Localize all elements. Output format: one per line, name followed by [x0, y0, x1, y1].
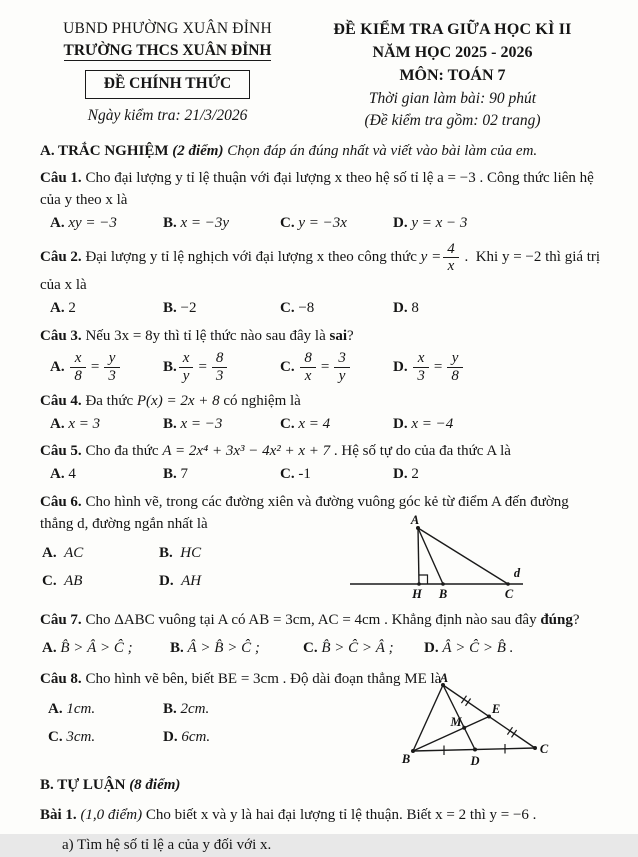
b1-points: (1,0 điểm): [80, 807, 143, 824]
q6-text: Câu 6. Cho hình vẽ, trong các đường xiên và đường vuông góc kẻ từ điểm A đến đường: [40, 493, 569, 510]
b1-item-a: a) Tìm hệ số tỉ lệ a của y đối với x.: [62, 836, 272, 853]
q6-option-c: C. AB: [42, 573, 83, 590]
subject: MÔN: TOÁN 7: [399, 67, 506, 85]
q4-text: Câu 4. Đa thức P(x) = 2x + 8 có nghiệm là: [40, 392, 301, 409]
q5-option-b: B. 7: [163, 466, 189, 483]
q8-option-a: A. 1cm.: [48, 701, 96, 718]
q8-option-b: B. 2cm.: [163, 701, 210, 718]
q8-fig-label-e: E: [491, 702, 501, 717]
q8-options: [40, 693, 290, 749]
q7-option-d: D. Â > Ĉ > B̂ .: [424, 639, 514, 656]
q6-fig-label-d: d: [513, 565, 521, 580]
q3-label: Câu 3.: [40, 327, 82, 344]
q5-label: Câu 5.: [40, 443, 82, 460]
q1-option-b: B. x = −3y: [163, 214, 230, 231]
q3-option-a: A. $\frac{x}{8}$ = $\frac{y}{3}$: [50, 350, 163, 385]
q7-label: Câu 7.: [40, 611, 82, 628]
q6-text-line2: thẳng d, đường ngắn nhất là: [40, 515, 208, 532]
q6-figure: [345, 514, 545, 612]
section-a-points: (2 điểm): [172, 142, 224, 159]
section-b-points: (8 điểm): [129, 777, 181, 794]
section-b-title: B. TỰ LUẬN: [40, 777, 126, 794]
q6-options: [40, 537, 290, 593]
q4-option-c: C. x = 4: [280, 415, 331, 432]
official-exam-box: ĐỀ CHÍNH THỨC: [85, 70, 250, 99]
school-name: TRƯỜNG THCS XUÂN ĐỈNH: [63, 42, 272, 60]
q6-option-d: D. AH: [159, 573, 202, 590]
q2-option-a: A. 2: [50, 299, 76, 316]
question-2: [40, 241, 610, 320]
q3-options: [40, 350, 610, 385]
q1-text: Câu 1. Cho đại lượng y tỉ lệ thuận với đại lượng x theo hệ số tỉ lệ a = −3 . Công thức liên hệ: [40, 170, 594, 187]
header-right: [295, 18, 610, 133]
org-name: UBND PHƯỜNG XUÂN ĐỈNH: [63, 20, 272, 37]
question-5: [40, 441, 610, 486]
q7-option-c: C. B̂ > Ĉ > Â ;: [303, 639, 394, 656]
q1-option-c: C. y = −3x: [280, 214, 347, 231]
q8-figure: [400, 671, 552, 787]
q8-text: Câu 8. Cho hình vẽ bên, biết BE = 3cm . Độ dài đoạn thẳng ME là: [40, 671, 442, 688]
question-4: [40, 391, 610, 436]
exam-title: ĐỀ KIỂM TRA GIỮA HỌC KÌ II: [333, 21, 572, 38]
q2-option-d: D. 8: [393, 299, 419, 316]
q3-option-b: B. $\frac{x}{y}$ = $\frac{8}{3}$: [163, 350, 280, 385]
section-a-instruction: Chọn đáp án đúng nhất và viết vào bài làm của em.: [227, 142, 538, 159]
question-7: [40, 610, 610, 660]
q2-fraction: $\frac{4}{x}$: [443, 241, 459, 276]
q5-options: [40, 464, 610, 486]
q3-option-d: D. $\frac{x}{3}$ = $\frac{y}{8}$: [393, 350, 610, 385]
q5-option-d: D. 2: [393, 466, 419, 483]
exam-date: Ngày kiểm tra: 21/3/2026: [87, 107, 248, 125]
q5-option-a: A. 4: [50, 466, 76, 483]
question-1: [40, 168, 610, 234]
q3-option-c: C. $\frac{8}{x}$ = $\frac{3}{y}$: [280, 350, 393, 385]
official-exam-box-wrap: [40, 63, 295, 99]
section-a-heading: [40, 141, 610, 163]
section-a-title: A. TRẮC NGHIỆM: [40, 142, 169, 159]
page-count-note: (Đề kiểm tra gồm: 02 trang): [364, 112, 541, 130]
q8-label: Câu 8.: [40, 671, 82, 688]
q5-text: Câu 5. Cho đa thức A = 2x⁴ + 3x³ − 4x² + x + 7 . Hệ số tự do của đa thức A là: [40, 443, 511, 460]
q1-option-d: D. y = x − 3: [393, 214, 468, 231]
q5-option-c: C. -1: [280, 466, 311, 483]
q2-option-c: C. −8: [280, 299, 315, 316]
q8-fig-label-m: M: [450, 715, 462, 730]
q7-text: Câu 7. Cho ΔABC vuông tại A có AB = 3cm, AC = 4cm . Khẳng định nào sau đây đúng?: [40, 611, 580, 628]
exercise-1: [40, 805, 610, 857]
q7-options: [40, 638, 610, 660]
q6-fig-label-a: A: [410, 512, 420, 527]
school-year: NĂM HỌC 2025 - 2026: [372, 44, 533, 62]
q4-label: Câu 4.: [40, 392, 82, 409]
q6-fig-label-b: B: [438, 586, 448, 601]
q8-fig-label-b: B: [401, 752, 411, 767]
duration: Thời gian làm bài: 90 phút: [368, 89, 537, 107]
q1-option-a: A. xy = −3: [50, 214, 117, 231]
q8-fig-label-d: D: [470, 754, 480, 769]
q6-option-b: B. HC: [159, 545, 202, 562]
header-left: [40, 18, 295, 133]
b1-label: Bài 1.: [40, 807, 77, 824]
q8-fig-label-a: A: [439, 671, 449, 686]
q7-option-a: A. B̂ > Â > Ĉ ;: [42, 639, 133, 656]
b1-text: Bài 1. (1,0 điểm) Cho biết x và y là hai đại lượng tỉ lệ thuận. Biết x = 2 thì y = −6 .: [40, 807, 537, 824]
question-3: [40, 326, 610, 385]
q1-options: [40, 213, 610, 235]
q4-option-a: A. x = 3: [50, 415, 101, 432]
q8-option-c: C. 3cm.: [48, 728, 96, 745]
q6-fig-label-c: C: [504, 586, 514, 601]
q2-options: [40, 298, 610, 320]
question-6: [40, 492, 610, 601]
q8-fig-label-c: C: [539, 742, 549, 757]
q6-label: Câu 6.: [40, 493, 82, 510]
q1-text-line2: của y theo x là: [40, 192, 128, 208]
q3-text: Câu 3. Nếu 3x = 8y thì tỉ lệ thức nào sau đây là sai?: [40, 327, 354, 344]
q4-option-d: D. x = −4: [393, 415, 454, 432]
q6-fig-label-h: H: [412, 586, 422, 601]
q1-label: Câu 1.: [40, 170, 82, 187]
q4-options: [40, 414, 610, 436]
q2-text: Câu 2. Đại lượng y tỉ lệ nghịch với đại lượng x theo công thức y = $\frac{4}{x}$ . Khi y = −2 thì giá trị: [40, 240, 601, 275]
q2-text-line2: của x là: [40, 277, 87, 294]
q2-label: Câu 2.: [40, 248, 82, 265]
question-8: [40, 669, 610, 769]
q6-option-a: A. AC: [42, 545, 84, 562]
q4-option-b: B. x = −3: [163, 415, 223, 432]
q2-option-b: B. −2: [163, 299, 197, 316]
q8-option-d: D. 6cm.: [163, 728, 211, 745]
header: [40, 18, 610, 133]
q7-option-b: B. Â > B̂ > Ĉ ;: [170, 639, 260, 656]
